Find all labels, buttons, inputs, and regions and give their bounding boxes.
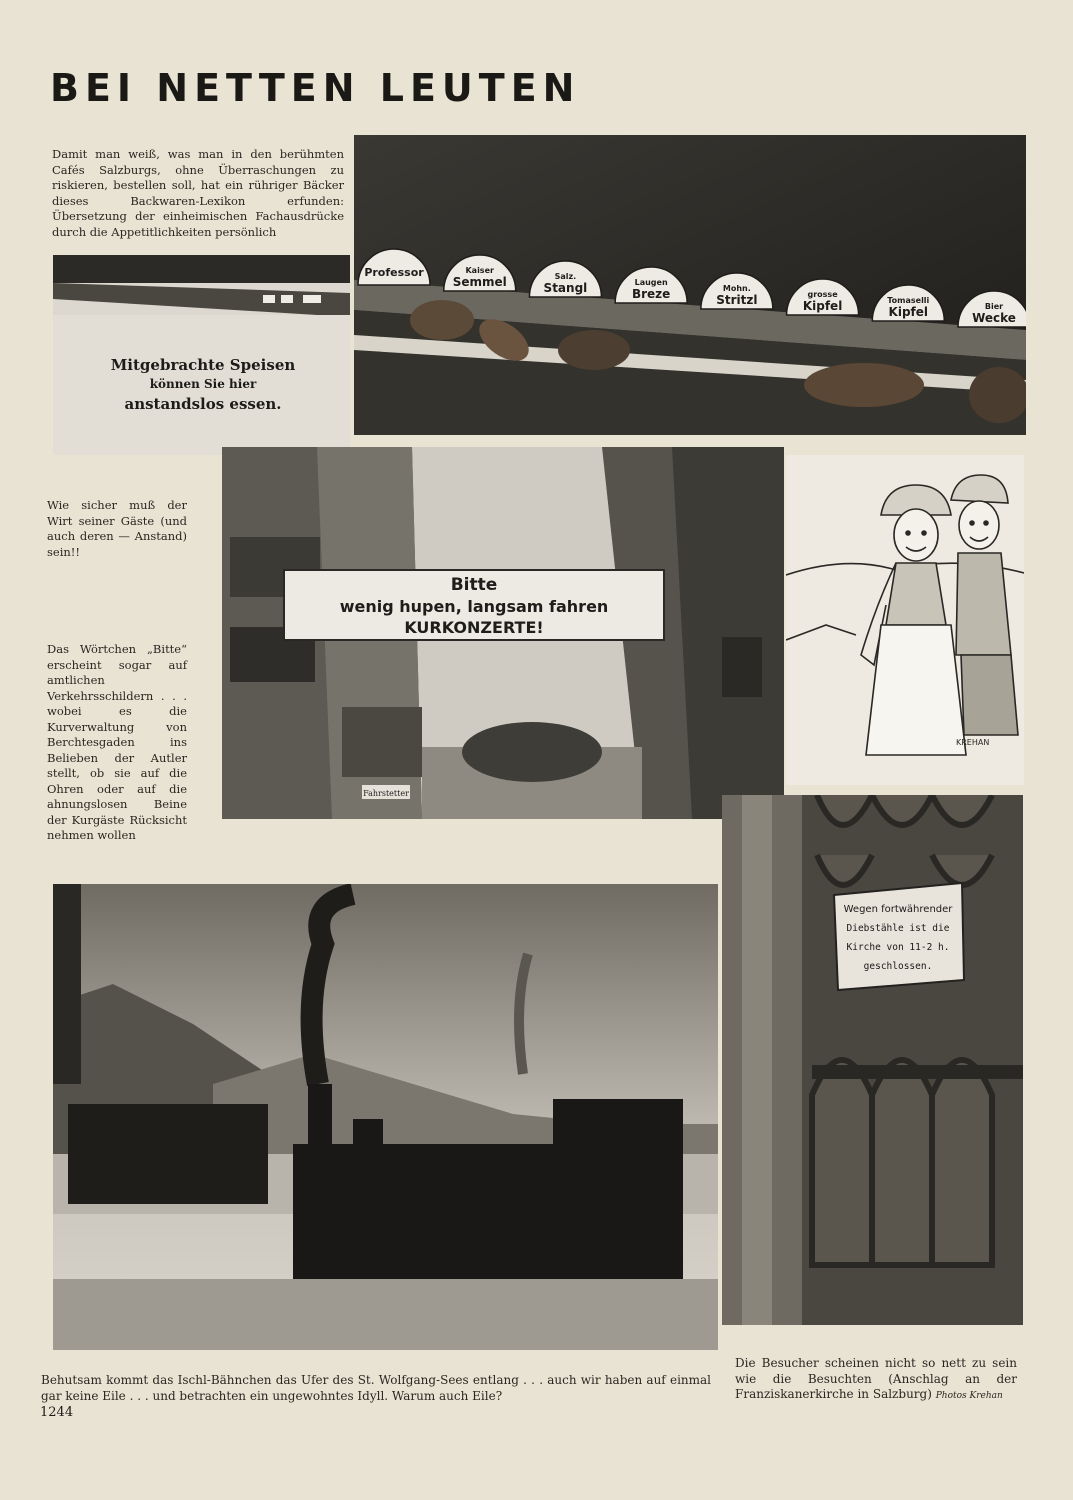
illustration-signature: KREHAN: [956, 738, 990, 747]
notice-line-2: Diebstähle ist die: [846, 923, 950, 934]
photo-street-banner: [222, 447, 784, 819]
banner-line-2: wenig hupen, langsam fahren: [339, 597, 609, 616]
bakery-label-line-2: Kipfel: [802, 299, 843, 313]
bakery-label-line-1: grosse: [807, 290, 838, 299]
illustration-couple: [786, 455, 1024, 785]
notice-line-3: Kirche von 11-2 h.: [846, 942, 950, 953]
bakery-label-line-1: Mohn.: [722, 284, 751, 293]
bakery-label-line-2: Wecke: [972, 311, 1016, 325]
caption-train: Behutsam kommt das Ischl-Bähnchen das Ufer des St. Wolfgang-Sees entlang . . . auch wir haben auf einmal gar keine Eile . . . und betrachten ein ungewohntes Idyll. Warum auch Eile?: [41, 1373, 711, 1403]
photo-restaurant-sign: [53, 255, 350, 455]
shop-sign: Fahrstetter: [363, 789, 409, 798]
photo-bakery-lexicon: [354, 135, 1026, 435]
caption-church-text: Die Besucher scheinen nicht so nett zu sein wie die Besuchten (Anschlag an der Franziskanerkirche in Salzburg): [735, 1356, 1017, 1401]
bakery-label-line-1: Tomaselli: [887, 296, 930, 305]
bakery-label-line-2: Stritzl: [716, 293, 758, 307]
caption-bakery: Damit man weiß, was man in den berühmten Cafés Salzburgs, ohne Überraschungen zu riskieren, bestellen soll, hat ein rühriger Bäcker dieses Backwaren-Lexikon erfunden: Übersetzung der einheimischen Fachausdrücke durch die Appetitlichkeiten persönlich: [52, 147, 344, 239]
sign-line-3: anstandslos essen.: [124, 395, 282, 413]
bakery-label-line-1: Kaiser: [465, 266, 494, 275]
caption-wirt: Wie sicher muß der Wirt seiner Gäste (und auch deren — Anstand) sein!!: [47, 498, 187, 559]
bakery-label-line-1: Salz.: [554, 272, 577, 281]
bakery-label-line-2: Semmel: [452, 275, 507, 289]
bakery-label-line-1: Bier: [984, 302, 1004, 311]
sign-line-1: Mitgebrachte Speisen: [110, 356, 296, 374]
bakery-label-line-2: Kipfel: [888, 305, 929, 319]
bakery-label-line-1: Professor: [364, 266, 424, 279]
bakery-label-line-2: Stangl: [543, 281, 588, 295]
caption-church: [735, 1356, 1017, 1405]
photo-ischl-train: [53, 884, 718, 1350]
sign-line-2: können Sie hier: [149, 377, 257, 391]
bakery-label-line-1: Laugen: [634, 278, 668, 287]
notice-line-4: geschlossen.: [863, 961, 933, 972]
banner-line-1: Bitte: [450, 575, 498, 595]
page-number: 1244: [40, 1405, 74, 1420]
photo-credit: Photos Krehan: [935, 1391, 1003, 1401]
banner-line-3: KURKONZERTE!: [404, 618, 544, 637]
caption-bitte: Das Wörtchen „Bitte“ erscheint sogar auf amtlichen Verkehrsschildern . . . wobei es die Kurverwaltung von Berchtesgaden ins Belieben der Autler stellt, ob sie auf die Ohren oder auf die ahnungslosen Beine der Kurgäste Rücksicht nehmen wollen: [47, 642, 187, 842]
photo-church-notice: [722, 795, 1023, 1325]
notice-line-1: Wegen fortwährender: [843, 904, 953, 915]
page-title: BEI NETTEN LEUTEN: [50, 66, 581, 110]
bakery-label-line-2: Breze: [631, 287, 671, 301]
